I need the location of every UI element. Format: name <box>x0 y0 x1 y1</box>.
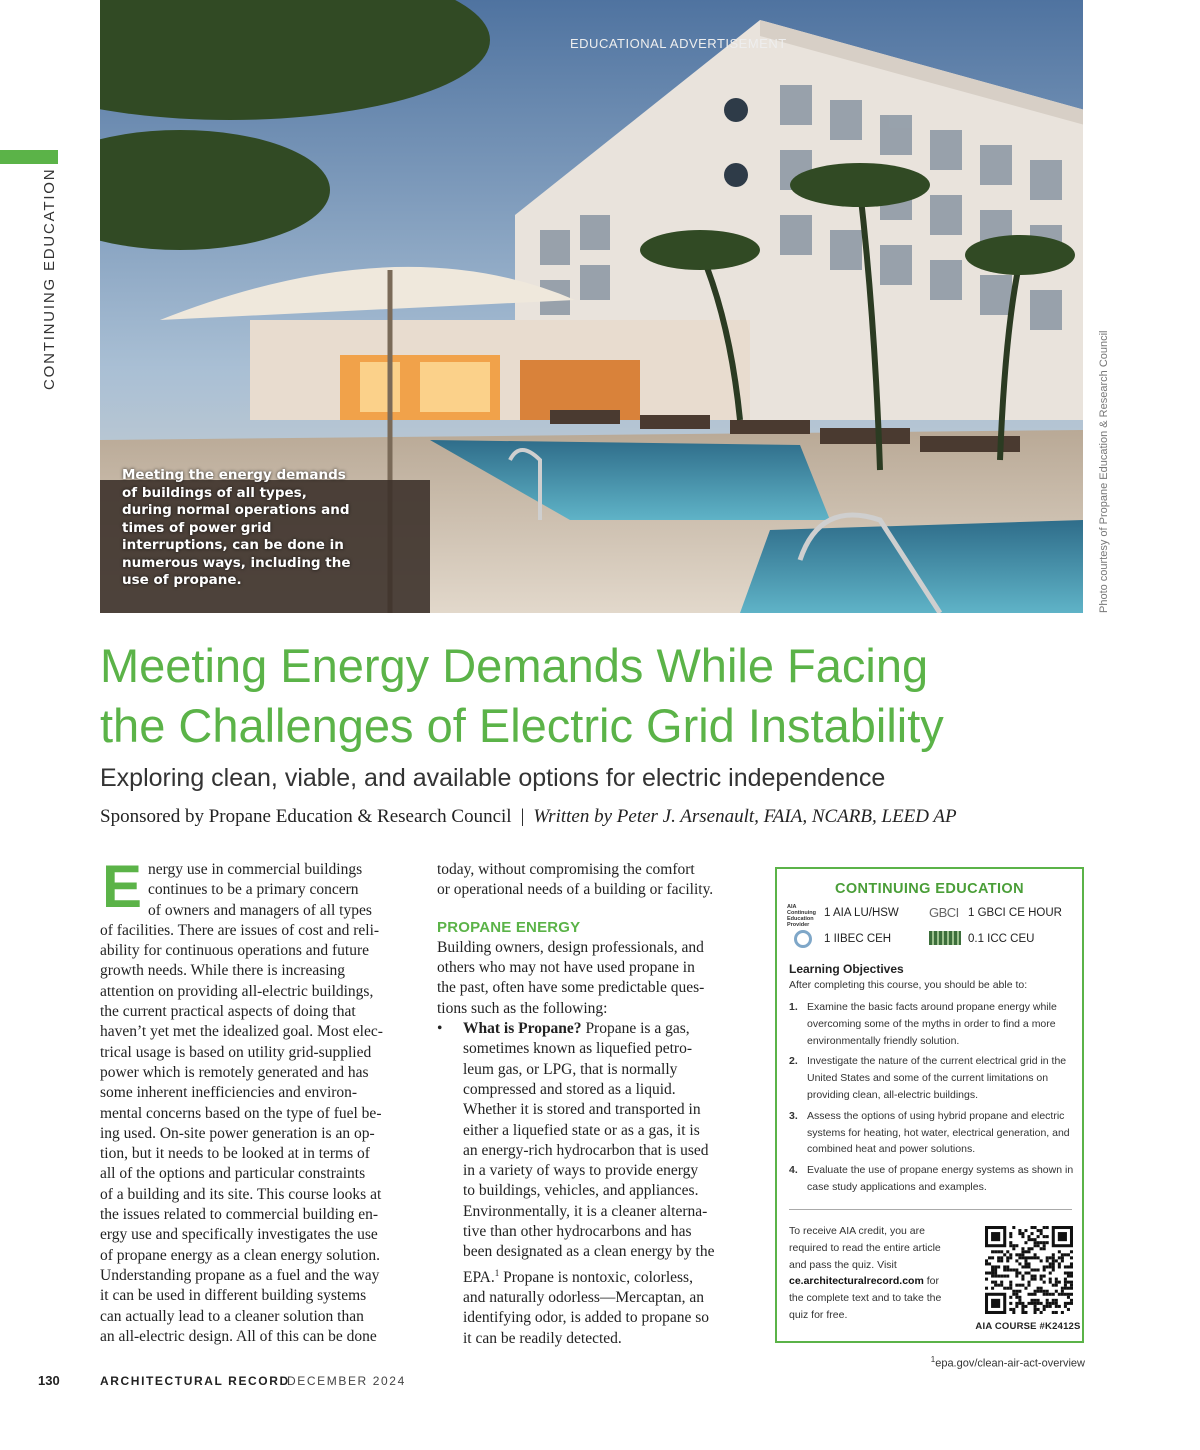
magazine-name: ARCHITECTURAL RECORD <box>100 1374 290 1388</box>
text-line: others who may not have used propane in <box>437 959 695 977</box>
text-line: can actually lead to a cleaner solution than <box>100 1307 364 1325</box>
photo-caption: Meeting the energy demands of buildings of all types, during normal operations and times of power grid interruptions, can be done in numerous ways, including the use of propane. <box>122 467 351 588</box>
text-line: an all-electric design. All of this can be done <box>100 1327 377 1345</box>
objective-number: 4. <box>789 1164 798 1177</box>
text-line: to buildings, vehicles, and appliances. <box>463 1182 699 1200</box>
body-column-1 <box>100 853 405 1347</box>
text-line: sometimes known as liquefied petro- <box>463 1040 693 1058</box>
text-line: it can be readily detected. <box>463 1329 622 1347</box>
bullet-epa-line <box>463 1263 714 1288</box>
qr-code-icon[interactable] <box>985 1226 1073 1314</box>
text-line: it can be used in different building systems <box>100 1287 367 1305</box>
text-line: the current practical aspects of doing that <box>100 1003 356 1021</box>
course-number: AIA COURSE #K2412S <box>975 1321 1081 1332</box>
text-line: today, without compromising the comfort <box>437 861 695 878</box>
objective-text: Evaluate the use of propane energy systems as shown in case study applications and examples. <box>807 1164 1074 1193</box>
bullet-dot: • <box>437 1020 443 1038</box>
objective-number: 3. <box>789 1109 798 1122</box>
title-line-1: Meeting Energy Demands While Facing <box>100 639 929 692</box>
text-line: ing used. On-site power generation is an op- <box>100 1124 375 1142</box>
advertisement-label: EDUCATIONAL ADVERTISEMENT <box>570 36 787 51</box>
text-line: of propane energy as a clean energy solution. <box>100 1246 381 1264</box>
objective-text: Investigate the nature of the current electrical grid in the United States and some of the current limitations on providing clean, all-electric buildings. <box>807 1055 1067 1101</box>
learning-objectives-list <box>789 999 1077 1200</box>
footnote-number: 1 <box>930 1355 936 1364</box>
text-line: attention on providing all-electric buildings, <box>100 982 374 1000</box>
sponsor-text: Sponsored by Propane Education & Research Council <box>100 806 512 827</box>
objective-number: 1. <box>789 1001 798 1013</box>
epa-rest: Propane is nontoxic, colorless, <box>499 1268 693 1286</box>
objective-text: Examine the basic facts around propane energy while overcoming some of the myths in order to find a more environmentally friendly solution. <box>807 1001 1057 1047</box>
text-line: an energy-rich hydrocarbon that is used <box>463 1141 709 1159</box>
text-line: either a liquefied state or as a gas, it is <box>463 1121 700 1139</box>
text-line: tions such as the following: <box>437 999 608 1017</box>
learning-objective-item <box>789 999 1077 1049</box>
column-1-text <box>100 921 405 1347</box>
text-line: some inherent inefficiencies and environ- <box>100 1084 358 1102</box>
bullet-body-lines <box>463 1039 714 1262</box>
gbci-credit: 1 GBCI CE HOUR <box>968 907 1062 919</box>
bullet-end-lines <box>463 1288 714 1349</box>
objective-text: Assess the options of using hybrid propane and electric systems for heating, hot water, electrical generation, and combined heat and power solutions. <box>807 1109 1070 1156</box>
objective-number: 2. <box>789 1055 798 1068</box>
text-line: tion, but it needs to be looked at in terms of <box>100 1145 370 1163</box>
learning-objective-item <box>789 1053 1077 1103</box>
instructions-text: To receive AIA credit, you are required to read the entire article and pass the quiz. Visit <box>789 1225 941 1271</box>
ce-website-link[interactable]: ce.architecturalrecord.com <box>789 1275 924 1288</box>
column-2-top-text <box>437 860 742 901</box>
text-line: Understanding propane as a fuel and the way <box>100 1266 380 1284</box>
text-line: all of the options and particular constraints <box>100 1165 366 1183</box>
body-column-2 <box>437 860 742 1349</box>
text-line: power which is remotely generated and has <box>100 1063 369 1081</box>
text-line: of facilities. There are issues of cost and reli- <box>100 921 380 939</box>
bullet-question: What is Propane? <box>463 1020 582 1038</box>
page-number: 130 <box>38 1373 60 1388</box>
drop-cap: E <box>102 853 143 920</box>
issue-date: DECEMBER 2024 <box>287 1374 406 1388</box>
byline <box>100 806 1100 828</box>
continuing-education-box <box>775 867 1084 1343</box>
column-2-intro-text <box>437 938 742 1019</box>
article-subtitle: Exploring clean, viable, and available options for electric independence <box>100 764 886 792</box>
byline-separator: | <box>520 806 525 827</box>
epa-text: EPA. <box>463 1268 495 1286</box>
ce-box-title: CONTINUING EDUCATION <box>835 881 1024 897</box>
footnote <box>900 1355 1085 1370</box>
intro-lines <box>100 853 405 921</box>
text-line: of owners and managers of all types <box>148 901 372 919</box>
text-line: the past, often have some predictable ques- <box>437 979 705 997</box>
text-line: ergy use and specifically investigates the use <box>100 1226 378 1244</box>
learning-objectives-intro: After completing this course, you should be able to: <box>789 979 1028 991</box>
section-heading-propane-energy: PROPANE ENERGY <box>437 918 581 936</box>
aia-ces-logo: AIA Continuing Education Provider <box>787 904 817 928</box>
text-line: the issues related to commercial building en- <box>100 1206 379 1224</box>
text-line: compressed and stored as a liquid. <box>463 1080 676 1098</box>
aia-credit: 1 AIA LU/HSW <box>824 907 899 919</box>
text-line: or operational needs of a building or facility. <box>437 881 714 899</box>
learning-objective-item <box>789 1162 1077 1196</box>
text-line: ability for continuous operations and future <box>100 942 370 960</box>
learning-objective-item <box>789 1108 1077 1158</box>
text-line: nergy use in commercial buildings <box>148 861 363 878</box>
bullet-first-line <box>463 1019 714 1039</box>
text-line: trical usage is based on utility grid-supplied <box>100 1043 372 1061</box>
footnote-marker: 1 <box>494 1267 500 1278</box>
text-line: of a building and its site. This course looks at <box>100 1185 382 1203</box>
ce-box-divider <box>789 1209 1072 1210</box>
icc-logo-icon <box>929 931 961 945</box>
text-line: tive than other hydrocarbons and has <box>463 1223 692 1241</box>
text-line: identifying odor, is added to propane so <box>463 1309 710 1327</box>
instructions-text-end: for the complete text and to take the quiz for free. <box>789 1275 942 1321</box>
photo-credit: Photo courtesy of Propane Education & Research Council <box>1098 330 1110 613</box>
bullet-first-rest: Propane is a gas, <box>581 1020 690 1038</box>
gbci-logo: GBCI <box>929 905 959 920</box>
author-text: Written by Peter J. Arsenault, FAIA, NCARB, LEED AP <box>533 806 957 827</box>
text-line: Environmentally, it is a cleaner alterna- <box>463 1202 708 1220</box>
text-line: in a variety of ways to provide energy <box>463 1162 699 1180</box>
text-line: and naturally odorless—Mercaptan, an <box>463 1289 705 1307</box>
section-tab-marker <box>0 150 58 164</box>
aia-credit-instructions <box>789 1223 954 1324</box>
article-title <box>100 636 1100 756</box>
text-line: mental concerns based on the type of fuel be- <box>100 1104 382 1122</box>
learning-objectives-heading: Learning Objectives <box>789 962 904 976</box>
iibec-credit: 1 IIBEC CEH <box>824 933 892 945</box>
text-line: continues to be a primary concern <box>148 881 359 899</box>
text-line: been designated as a clean energy by the <box>463 1243 715 1261</box>
title-line-2: the Challenges of Electric Grid Instability <box>100 699 944 752</box>
icc-credit: 0.1 ICC CEU <box>968 933 1035 945</box>
bullet-item-what-is-propane <box>437 1019 742 1349</box>
text-line: Building owners, design professionals, and <box>437 938 704 956</box>
text-line: leum gas, or LPG, that is normally <box>463 1060 678 1078</box>
hero-photo <box>100 0 1083 613</box>
text-line: haven’t yet met the idealized goal. Most elec- <box>100 1023 383 1041</box>
text-line: growth needs. While there is increasing <box>100 962 346 980</box>
section-side-label: CONTINUING EDUCATION <box>41 167 58 390</box>
text-line: Whether it is stored and transported in <box>463 1101 701 1119</box>
footnote-url: epa.gov/clean-air-act-overview <box>935 1357 1085 1370</box>
iibec-logo-icon <box>794 930 812 948</box>
